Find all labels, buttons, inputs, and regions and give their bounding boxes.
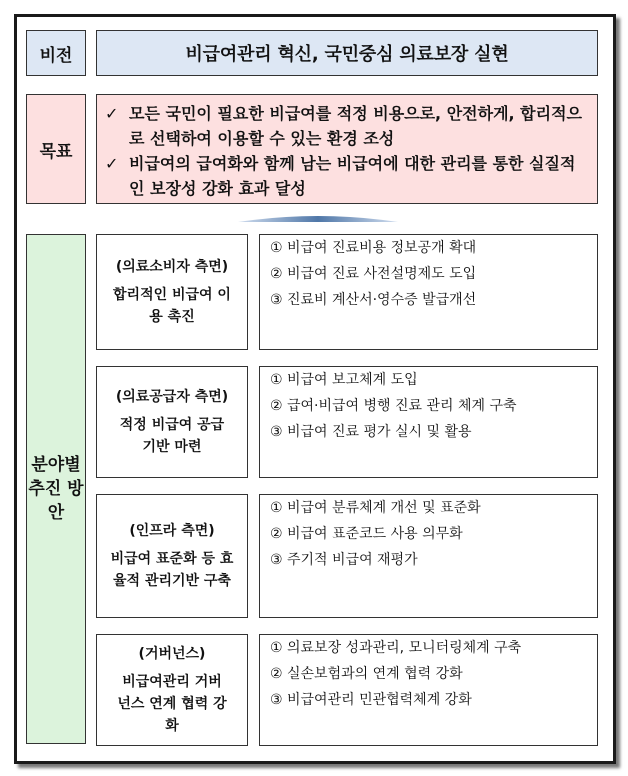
- area-title: 비급여관리 거버넌스 연계 협력 강화: [117, 674, 227, 734]
- area-title: 비급여 표준화 등 효율적 관리기반 구축: [110, 551, 234, 589]
- strategy-area: [96, 234, 248, 350]
- area-side: (인프라 측면): [129, 523, 215, 539]
- area-side: (거버넌스): [138, 646, 206, 662]
- action-list: [259, 634, 598, 746]
- action-item: ③ 진료비 계산서·영수증 발급개선: [270, 292, 477, 308]
- goal-item: [105, 151, 589, 201]
- check-icon: ✓: [105, 104, 119, 123]
- action-item: ③ 주기적 비급여 재평가: [270, 552, 418, 568]
- goal-label: 목표: [26, 94, 86, 204]
- check-icon: ✓: [105, 154, 119, 173]
- action-item: ① 비급여 보고체계 도입: [270, 372, 418, 388]
- strategy-label: 분야별 추진 방안: [26, 234, 86, 744]
- goal-list: [96, 94, 598, 204]
- action-item: ① 비급여 분류체계 개선 및 표준화: [270, 500, 481, 516]
- strategy-area: [96, 494, 248, 618]
- action-item: ② 급여·비급여 병행 진료 관리 체계 구축: [270, 398, 517, 414]
- action-item: ② 비급여 표준코드 사용 의무화: [270, 526, 463, 542]
- vision-text: 비급여관리 혁신, 국민중심 의료보장 실현: [96, 30, 598, 76]
- area-side: (의료공급자 측면): [115, 389, 229, 405]
- action-list: [259, 494, 598, 618]
- action-item: ③ 비급여 진료 평가 실시 및 활용: [270, 424, 472, 440]
- area-side: (의료소비자 측면): [115, 259, 229, 275]
- action-item: ② 실손보험과의 연계 협력 강화: [270, 666, 463, 682]
- action-item: ① 의료보장 성과관리, 모니터링체계 구축: [270, 640, 522, 656]
- action-list: [259, 234, 598, 350]
- arrow-icon: [238, 208, 398, 226]
- area-title: 합리적인 비급여 이용 촉진: [113, 287, 231, 325]
- strategy-area: [96, 366, 248, 478]
- goal-item-text: 비급여의 급여화와 함께 남는 비급여에 대한 관리를 통한 실질적인 보장성 강화 효과 달성: [129, 154, 576, 198]
- action-item: ① 비급여 진료비용 정보공개 확대: [270, 240, 477, 256]
- goal-item-text: 모든 국민이 필요한 비급여를 적정 비용으로, 안전하게, 합리적으로 선택하여 이용할 수 있는 환경 조성: [129, 104, 583, 148]
- action-item: ③ 비급여관리 민관협력체계 강화: [270, 692, 472, 708]
- action-item: ② 비급여 진료 사전설명제도 도입: [270, 266, 477, 282]
- vision-label: 비전: [26, 30, 86, 76]
- goal-item: [105, 101, 589, 151]
- strategy-area: [96, 634, 248, 746]
- action-list: [259, 366, 598, 478]
- area-title: 적정 비급여 공급 기반 마련: [119, 417, 225, 455]
